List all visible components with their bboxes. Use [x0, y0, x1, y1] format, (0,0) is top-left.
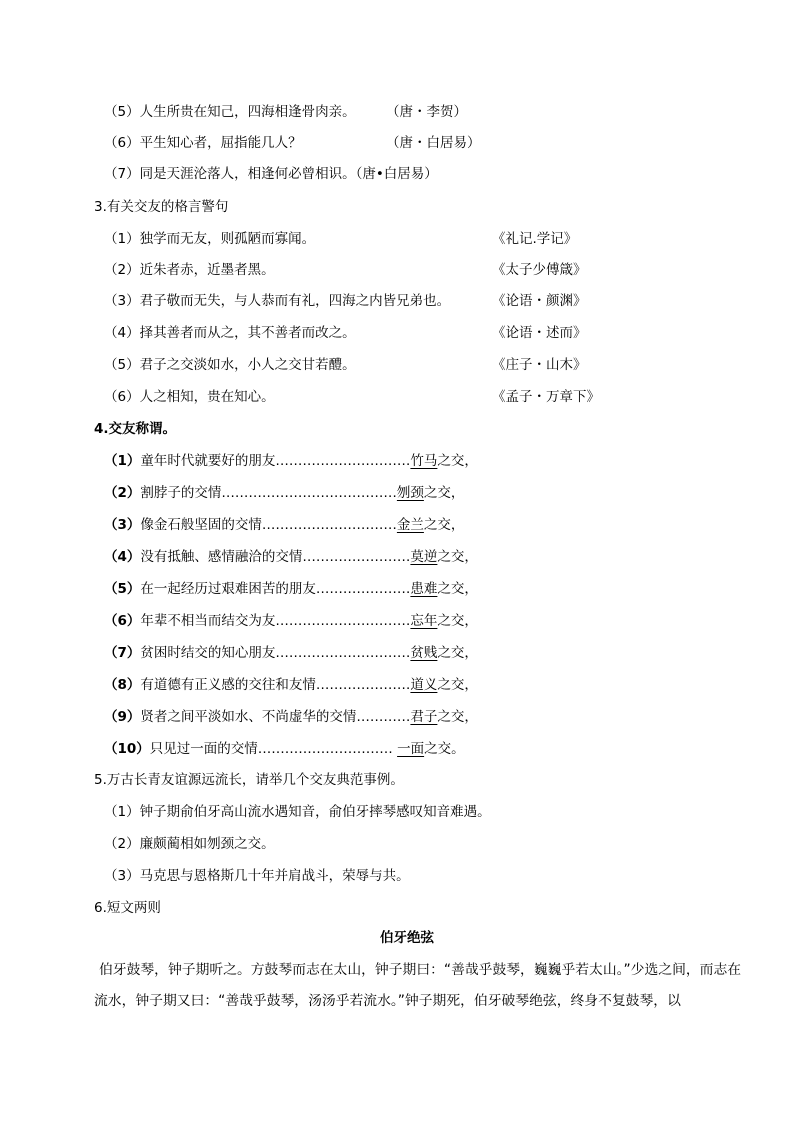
term-desc: 贤者之间平淡如水、不尚虚华的交情…………: [140, 709, 411, 725]
term-word: 忘年: [410, 613, 438, 629]
term-desc: 只见过一面的交情…………………………: [149, 741, 398, 757]
section-4-heading: 4.交友称谓。: [94, 421, 177, 437]
maxim-1-source: 《礼记.学记》: [492, 231, 578, 247]
term-word: 贫贱: [410, 645, 438, 661]
example-3: （3）马克思与恩格斯几十年并肩战斗，荣辱与共。: [104, 868, 410, 884]
term-desc: 割脖子的交情…………………………………: [140, 485, 397, 501]
example-1: （1）钟子期俞伯牙高山流水遇知音，俞伯牙摔琴感叹知音难遇。: [104, 804, 491, 820]
term-suffix: 之交，: [437, 549, 478, 565]
term-num: （3）: [104, 517, 141, 533]
term-num: （5）: [104, 581, 141, 597]
term-row-3: [104, 515, 464, 535]
term-desc: 像金石般坚固的交情…………………………: [140, 517, 397, 533]
term-desc: 童年时代就要好的朋友…………………………: [140, 453, 411, 469]
term-desc: 有道德有正义感的交往和友情…………………: [140, 677, 411, 693]
section-5-heading: 5.万古长青友谊源远流长，请举几个交友典范事例。: [94, 772, 404, 788]
maxim-3: （3）君子敬而无失，与人恭而有礼，四海之内皆兄弟也。: [104, 293, 451, 309]
term-suffix: 之交，: [437, 453, 478, 469]
term-row-8: [104, 675, 478, 695]
term-suffix: 之交，: [437, 645, 478, 661]
poem-line-5: （5）人生所贵在知己，四海相逢骨肉亲。: [104, 104, 356, 120]
term-suffix: 之交，: [423, 485, 465, 501]
maxim-2: （2）近朱者赤，近墨者黑。: [104, 262, 275, 278]
term-row-10: [104, 739, 465, 759]
term-row-4: [104, 547, 478, 567]
term-word: 道义: [410, 677, 438, 693]
term-num: （9）: [104, 709, 141, 725]
maxim-6: （6）人之相知，贵在知心。: [104, 389, 275, 405]
maxim-2-source: 《太子少傅箴》: [492, 262, 587, 278]
poem-line-7: （7）同是天涯沦落人，相逢何必曾相识。（唐•白居易）: [104, 166, 438, 182]
story-paragraph: 伯牙鼓琴，钟子期听之。方鼓琴而志在太山，钟子期曰：“善哉乎鼓琴，巍巍乎若太山。”少选之间，而志在流水，钟子期又曰：“善哉乎鼓琴，汤汤乎若流水。”钟子期死，伯牙破琴绝弦，终身不复鼓琴，以: [94, 962, 742, 1009]
term-suffix: 之交，: [437, 581, 478, 597]
maxim-4-source: 《论语・述而》: [492, 325, 587, 341]
term-row-9: [104, 707, 478, 727]
term-word: 刎颈: [396, 485, 424, 501]
maxim-6-source: 《孟子・万章下》: [492, 389, 600, 405]
maxim-5-source: 《庄子・山木》: [492, 357, 587, 373]
term-desc: 年辈不相当而结交为友…………………………: [140, 613, 411, 629]
maxim-5: （5）君子之交淡如水，小人之交甘若醴。: [104, 357, 356, 373]
term-suffix: 之交。: [424, 741, 465, 757]
story-title: 伯牙绝弦: [380, 930, 434, 946]
poem-line-6: （6）平生知心者，屈指能几人？: [104, 135, 302, 151]
term-word: 竹马: [410, 453, 438, 469]
term-num: （10）: [104, 741, 150, 757]
term-word: 一面: [397, 741, 425, 757]
example-2: （2）廉颇蔺相如刎颈之交。: [104, 836, 275, 852]
term-row-6: [104, 611, 478, 631]
term-num: （6）: [104, 613, 141, 629]
term-suffix: 之交，: [437, 613, 478, 629]
term-word: 君子: [410, 709, 438, 725]
term-desc: 贫困时结交的知心朋友…………………………: [140, 645, 411, 661]
term-desc: 在一起经历过艰难困苦的朋友…………………: [140, 581, 411, 597]
section-3-heading: 3.有关交友的格言警句: [94, 199, 229, 215]
term-word: 患难: [410, 581, 438, 597]
section-6-heading: 6.短文两则: [94, 900, 161, 916]
poem-source-5: （唐・李贺）: [386, 104, 467, 120]
term-row-2: [104, 483, 464, 503]
term-row-5: [104, 579, 478, 599]
maxim-3-source: 《论语・颜渊》: [492, 293, 587, 309]
term-suffix: 之交，: [423, 517, 465, 533]
term-word: 莫逆: [410, 549, 438, 565]
term-suffix: 之交，: [437, 677, 478, 693]
term-num: （7）: [104, 645, 141, 661]
term-row-7: [104, 643, 478, 663]
term-num: （1）: [104, 453, 141, 469]
term-num: （8）: [104, 677, 141, 693]
term-num: （4）: [104, 549, 141, 565]
term-desc: 没有抵触、感情融洽的交情……………………: [140, 549, 411, 565]
term-num: （2）: [104, 485, 141, 501]
term-suffix: 之交，: [437, 709, 478, 725]
poem-source-6: （唐・白居易）: [386, 135, 481, 151]
maxim-1: （1）独学而无友，则孤陋而寡闻。: [104, 231, 316, 247]
term-word: 金兰: [396, 517, 424, 533]
term-row-1: [104, 451, 478, 471]
maxim-4: （4）择其善者而从之，其不善者而改之。: [104, 325, 356, 341]
